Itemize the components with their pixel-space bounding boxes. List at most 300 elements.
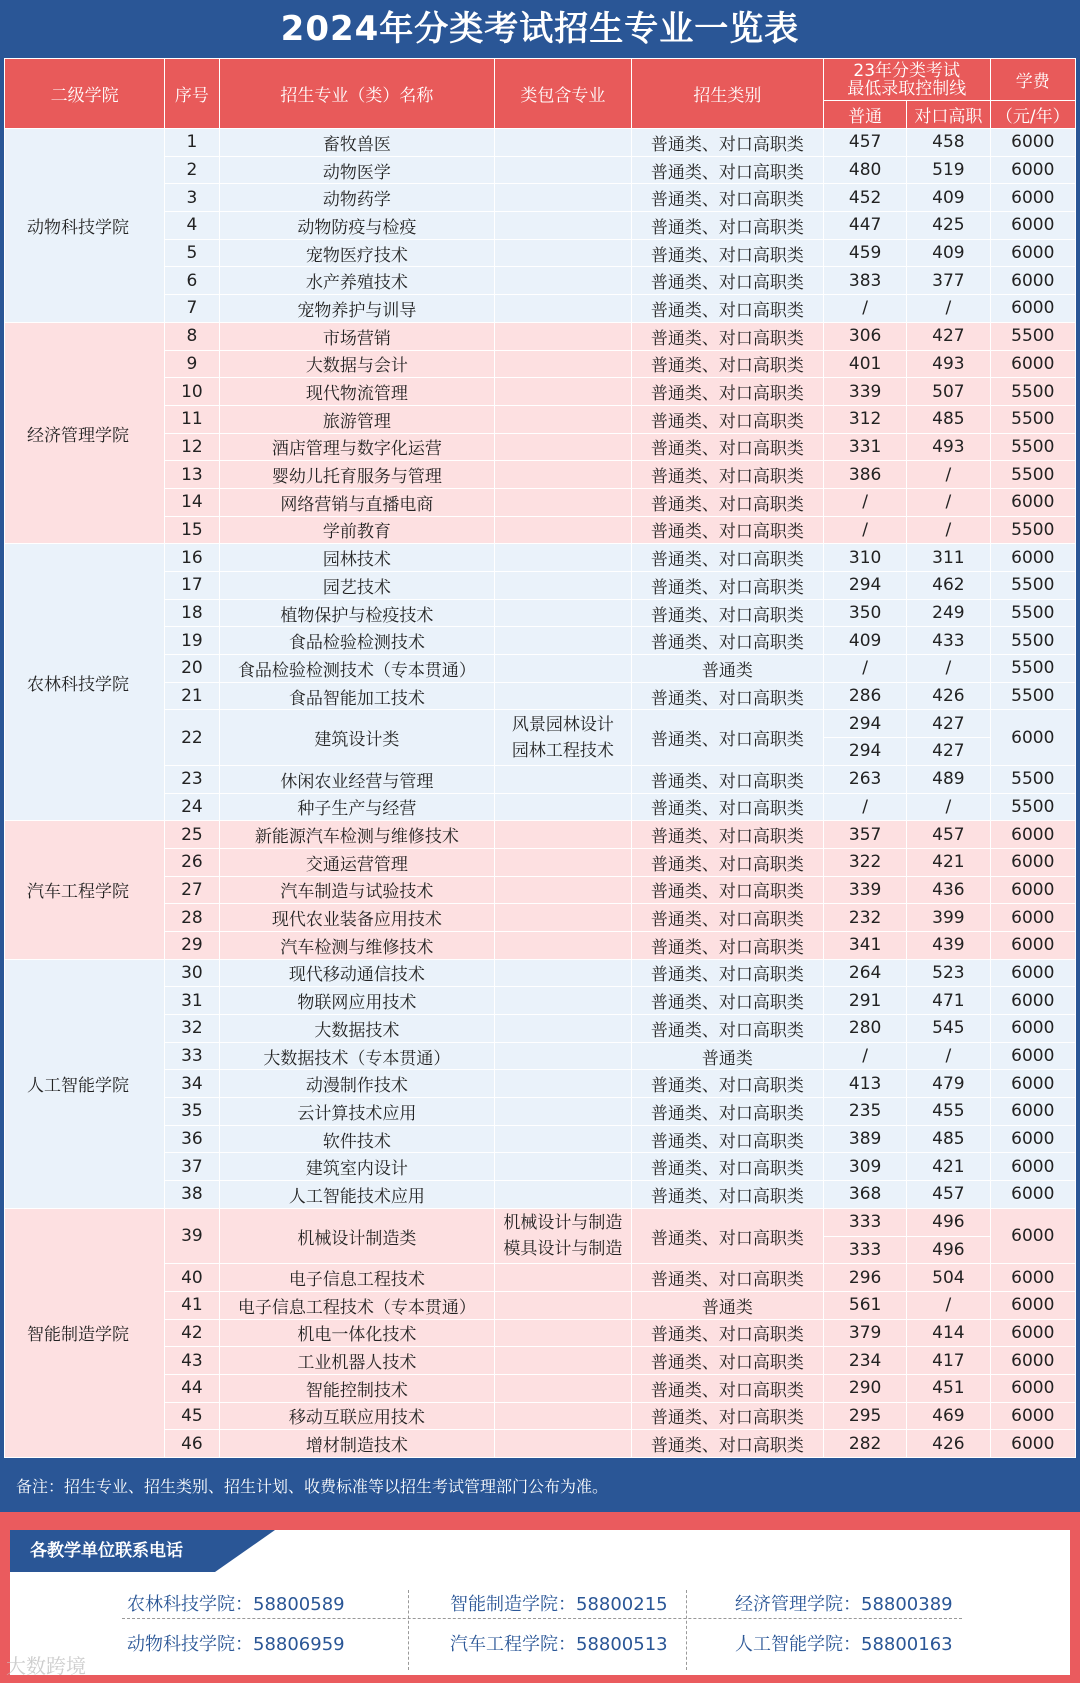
score-vocational-cell: 479 bbox=[907, 1070, 990, 1098]
fee-cell: 6000 bbox=[990, 1098, 1075, 1126]
fee-cell: 6000 bbox=[990, 1153, 1075, 1181]
fee-cell: 6000 bbox=[990, 959, 1075, 987]
score-general-cell: 232 bbox=[823, 904, 906, 932]
contact-item: 人工智能学院：58800163 bbox=[735, 1634, 953, 1655]
table-row bbox=[5, 765, 1076, 793]
score-general-cell: 294 bbox=[823, 710, 906, 738]
major-name-cell: 宠物养护与训导 bbox=[219, 295, 494, 323]
score-general-cell: 282 bbox=[823, 1430, 906, 1458]
score-general-cell: / bbox=[823, 793, 906, 821]
category-cell: 普通类、对口高职类 bbox=[631, 793, 823, 821]
category-cell: 普通类、对口高职类 bbox=[631, 931, 823, 959]
score-vocational-cell: 451 bbox=[907, 1374, 990, 1402]
major-name-cell: 休闲农业经营与管理 bbox=[219, 765, 494, 793]
category-cell: 普通类、对口高职类 bbox=[631, 239, 823, 267]
table-row bbox=[5, 682, 1076, 710]
index-cell: 11 bbox=[165, 405, 219, 433]
header-score-general: 普通 bbox=[823, 101, 906, 129]
table-row bbox=[5, 599, 1076, 627]
major-name-cell: 网络营销与直播电商 bbox=[219, 488, 494, 516]
category-cell: 普通类、对口高职类 bbox=[631, 765, 823, 793]
fee-cell: 5500 bbox=[990, 627, 1075, 655]
fee-cell: 6000 bbox=[990, 848, 1075, 876]
score-general-cell: 339 bbox=[823, 876, 906, 904]
table-header bbox=[5, 59, 1076, 129]
included-majors-cell bbox=[495, 848, 632, 876]
score-vocational-cell: 485 bbox=[907, 1125, 990, 1153]
fee-cell: 6000 bbox=[990, 1181, 1075, 1209]
score-vocational-cell: 462 bbox=[907, 572, 990, 600]
fee-cell: 5500 bbox=[990, 793, 1075, 821]
table-row bbox=[5, 959, 1076, 987]
major-name-cell: 食品检验检测技术 bbox=[219, 627, 494, 655]
fee-cell: 6000 bbox=[990, 1070, 1075, 1098]
included-majors-cell bbox=[495, 267, 632, 295]
major-name-cell: 云计算技术应用 bbox=[219, 1098, 494, 1126]
index-cell: 37 bbox=[165, 1153, 219, 1181]
major-name-cell: 移动互联应用技术 bbox=[219, 1402, 494, 1430]
score-vocational-cell: 311 bbox=[907, 544, 990, 572]
category-cell: 普通类、对口高职类 bbox=[631, 267, 823, 295]
included-majors-cell bbox=[495, 1430, 632, 1458]
category-cell: 普通类、对口高职类 bbox=[631, 156, 823, 184]
major-name-cell: 动漫制作技术 bbox=[219, 1070, 494, 1098]
fee-cell: 6000 bbox=[990, 350, 1075, 378]
index-cell: 25 bbox=[165, 821, 219, 849]
category-cell: 普通类 bbox=[631, 1291, 823, 1319]
score-vocational-cell: 523 bbox=[907, 959, 990, 987]
category-cell: 普通类、对口高职类 bbox=[631, 1125, 823, 1153]
score-vocational-cell: 471 bbox=[907, 987, 990, 1015]
category-cell: 普通类、对口高职类 bbox=[631, 572, 823, 600]
header-score-line2: 最低录取控制线 bbox=[847, 78, 967, 99]
contact-item: 汽车工程学院：58800513 bbox=[450, 1634, 668, 1655]
score-general-cell: 312 bbox=[823, 405, 906, 433]
index-cell: 45 bbox=[165, 1402, 219, 1430]
major-name-cell: 人工智能技术应用 bbox=[219, 1181, 494, 1209]
score-general-cell: 280 bbox=[823, 1015, 906, 1043]
fee-cell: 5500 bbox=[990, 461, 1075, 489]
included-majors-cell bbox=[495, 1098, 632, 1126]
category-cell: 普通类、对口高职类 bbox=[631, 821, 823, 849]
table-row bbox=[5, 184, 1076, 212]
header-fee-unit: （元/年） bbox=[990, 101, 1075, 129]
major-name-cell: 现代物流管理 bbox=[219, 378, 494, 406]
table-row bbox=[5, 1402, 1076, 1430]
score-vocational-cell: 493 bbox=[907, 433, 990, 461]
contact-divider-left bbox=[408, 1590, 409, 1670]
score-general-cell: 309 bbox=[823, 1153, 906, 1181]
category-cell: 普通类、对口高职类 bbox=[631, 599, 823, 627]
fee-cell: 6000 bbox=[990, 931, 1075, 959]
fee-cell: 6000 bbox=[990, 1291, 1075, 1319]
included-majors-cell bbox=[495, 1125, 632, 1153]
index-cell: 14 bbox=[165, 488, 219, 516]
major-name-cell: 机电一体化技术 bbox=[219, 1319, 494, 1347]
score-general-cell: / bbox=[823, 655, 906, 683]
major-name-cell: 宠物医疗技术 bbox=[219, 239, 494, 267]
index-cell: 7 bbox=[165, 295, 219, 323]
included-majors-cell bbox=[495, 904, 632, 932]
fee-cell: 6000 bbox=[990, 1374, 1075, 1402]
table-row bbox=[5, 516, 1076, 544]
included-majors-cell bbox=[495, 156, 632, 184]
category-cell: 普通类、对口高职类 bbox=[631, 184, 823, 212]
fee-cell: 6000 bbox=[990, 212, 1075, 240]
major-name-cell: 电子信息工程技术（专本贯通） bbox=[219, 1291, 494, 1319]
score-general-cell: 379 bbox=[823, 1319, 906, 1347]
index-cell: 32 bbox=[165, 1015, 219, 1043]
score-vocational-cell: 504 bbox=[907, 1264, 990, 1292]
included-majors-cell bbox=[495, 378, 632, 406]
category-cell: 普通类、对口高职类 bbox=[631, 433, 823, 461]
category-cell: 普通类、对口高职类 bbox=[631, 516, 823, 544]
fee-cell: 6000 bbox=[990, 1125, 1075, 1153]
table-row bbox=[5, 572, 1076, 600]
major-name-cell: 物联网应用技术 bbox=[219, 987, 494, 1015]
major-name-cell: 软件技术 bbox=[219, 1125, 494, 1153]
included-majors-cell bbox=[495, 1402, 632, 1430]
table-row bbox=[5, 433, 1076, 461]
score-vocational-cell: / bbox=[907, 516, 990, 544]
score-vocational-cell: / bbox=[907, 295, 990, 323]
included-majors-cell bbox=[495, 405, 632, 433]
category-cell: 普通类、对口高职类 bbox=[631, 1070, 823, 1098]
index-cell: 17 bbox=[165, 572, 219, 600]
score-vocational-cell: 519 bbox=[907, 156, 990, 184]
score-general-cell: 447 bbox=[823, 212, 906, 240]
fee-cell: 6000 bbox=[990, 1208, 1075, 1263]
table-row bbox=[5, 1319, 1076, 1347]
index-cell: 36 bbox=[165, 1125, 219, 1153]
score-general-cell: 368 bbox=[823, 1181, 906, 1209]
index-cell: 23 bbox=[165, 765, 219, 793]
included-major: 风景园林设计 bbox=[511, 714, 614, 735]
included-majors-cell bbox=[495, 655, 632, 683]
index-cell: 12 bbox=[165, 433, 219, 461]
category-cell: 普通类、对口高职类 bbox=[631, 1015, 823, 1043]
index-cell: 6 bbox=[165, 267, 219, 295]
score-general-cell: 290 bbox=[823, 1374, 906, 1402]
score-vocational-cell: 457 bbox=[907, 821, 990, 849]
table-row bbox=[5, 1430, 1076, 1458]
included-major: 园林工程技术 bbox=[511, 740, 614, 761]
category-cell: 普通类、对口高职类 bbox=[631, 1181, 823, 1209]
header-major: 招生专业（类）名称 bbox=[219, 59, 494, 129]
score-vocational-cell: 436 bbox=[907, 876, 990, 904]
table-row bbox=[5, 267, 1076, 295]
index-cell: 4 bbox=[165, 212, 219, 240]
included-major: 模具设计与制造 bbox=[503, 1239, 623, 1259]
included-majors-cell bbox=[495, 544, 632, 572]
included-majors-cell bbox=[495, 212, 632, 240]
score-general-cell: 480 bbox=[823, 156, 906, 184]
index-cell: 20 bbox=[165, 655, 219, 683]
header-index: 序号 bbox=[165, 59, 219, 129]
fee-cell: 6000 bbox=[990, 544, 1075, 572]
major-name-cell: 建筑设计类 bbox=[219, 710, 494, 765]
score-general-cell: 452 bbox=[823, 184, 906, 212]
score-vocational-cell: 425 bbox=[907, 212, 990, 240]
category-cell: 普通类、对口高职类 bbox=[631, 1153, 823, 1181]
fee-cell: 5500 bbox=[990, 765, 1075, 793]
score-vocational-cell: 417 bbox=[907, 1347, 990, 1375]
fee-cell: 6000 bbox=[990, 1264, 1075, 1292]
included-majors-cell bbox=[495, 239, 632, 267]
table-row bbox=[5, 322, 1076, 350]
category-cell: 普通类、对口高职类 bbox=[631, 1347, 823, 1375]
fee-cell: 6000 bbox=[990, 1015, 1075, 1043]
category-cell: 普通类、对口高职类 bbox=[631, 1430, 823, 1458]
table-row bbox=[5, 655, 1076, 683]
category-cell: 普通类、对口高职类 bbox=[631, 1264, 823, 1292]
category-cell: 普通类、对口高职类 bbox=[631, 1098, 823, 1126]
major-name-cell: 大数据技术 bbox=[219, 1015, 494, 1043]
included-major: 机械设计与制造 bbox=[503, 1213, 623, 1233]
score-general-cell: 291 bbox=[823, 987, 906, 1015]
college-cell: 动物科技学院 bbox=[5, 129, 165, 323]
category-cell: 普通类、对口高职类 bbox=[631, 1208, 823, 1263]
fee-cell: 5500 bbox=[990, 405, 1075, 433]
score-general-cell: 264 bbox=[823, 959, 906, 987]
table-row bbox=[5, 1125, 1076, 1153]
contact-box bbox=[10, 1530, 1070, 1675]
score-vocational-cell: 427 bbox=[907, 322, 990, 350]
major-name-cell: 大数据技术（专本贯通） bbox=[219, 1042, 494, 1070]
table-row bbox=[5, 1264, 1076, 1292]
table-row bbox=[5, 1015, 1076, 1043]
score-vocational-cell: 399 bbox=[907, 904, 990, 932]
included-majors-cell bbox=[495, 793, 632, 821]
score-vocational-cell: 426 bbox=[907, 1430, 990, 1458]
included-majors-cell bbox=[495, 1015, 632, 1043]
table-row bbox=[5, 461, 1076, 489]
table-body bbox=[5, 129, 1076, 1458]
included-majors-cell bbox=[495, 710, 632, 765]
included-majors-cell bbox=[495, 1374, 632, 1402]
table-row bbox=[5, 931, 1076, 959]
table-row bbox=[5, 156, 1076, 184]
score-general-cell: 235 bbox=[823, 1098, 906, 1126]
major-name-cell: 种子生产与经营 bbox=[219, 793, 494, 821]
index-cell: 42 bbox=[165, 1319, 219, 1347]
fee-cell: 5500 bbox=[990, 322, 1075, 350]
score-vocational-cell: 409 bbox=[907, 239, 990, 267]
score-vocational-cell: / bbox=[907, 488, 990, 516]
fee-cell: 6000 bbox=[990, 239, 1075, 267]
major-name-cell: 汽车检测与维修技术 bbox=[219, 931, 494, 959]
category-cell: 普通类、对口高职类 bbox=[631, 1319, 823, 1347]
score-general-cell: 409 bbox=[823, 627, 906, 655]
footnote: 备注：招生专业、招生类别、招生计划、收费标准等以招生考试管理部门公布为准。 bbox=[16, 1477, 609, 1496]
score-general-cell: 339 bbox=[823, 378, 906, 406]
score-general-cell: 306 bbox=[823, 322, 906, 350]
index-cell: 40 bbox=[165, 1264, 219, 1292]
college-cell: 汽车工程学院 bbox=[5, 821, 165, 959]
category-cell: 普通类 bbox=[631, 655, 823, 683]
score-general-cell: 234 bbox=[823, 1347, 906, 1375]
index-cell: 21 bbox=[165, 682, 219, 710]
fee-cell: 6000 bbox=[990, 1042, 1075, 1070]
major-name-cell: 婴幼儿托育服务与管理 bbox=[219, 461, 494, 489]
major-name-cell: 增材制造技术 bbox=[219, 1430, 494, 1458]
major-name-cell: 旅游管理 bbox=[219, 405, 494, 433]
major-name-cell: 电子信息工程技术 bbox=[219, 1264, 494, 1292]
index-cell: 13 bbox=[165, 461, 219, 489]
category-cell: 普通类、对口高职类 bbox=[631, 295, 823, 323]
major-name-cell: 动物医学 bbox=[219, 156, 494, 184]
major-name-cell: 机械设计制造类 bbox=[219, 1208, 494, 1263]
category-cell: 普通类、对口高职类 bbox=[631, 322, 823, 350]
score-general-cell: 457 bbox=[823, 129, 906, 157]
score-vocational-cell: 414 bbox=[907, 1319, 990, 1347]
index-cell: 15 bbox=[165, 516, 219, 544]
contact-heading-tail bbox=[215, 1530, 275, 1572]
header-score-group bbox=[823, 59, 990, 101]
score-vocational-cell: 507 bbox=[907, 378, 990, 406]
score-vocational-cell: 377 bbox=[907, 267, 990, 295]
contact-divider-right bbox=[686, 1590, 687, 1670]
index-cell: 31 bbox=[165, 987, 219, 1015]
included-majors-cell bbox=[495, 350, 632, 378]
score-vocational-cell: 249 bbox=[907, 599, 990, 627]
score-vocational-cell: / bbox=[907, 655, 990, 683]
score-vocational-cell: 421 bbox=[907, 848, 990, 876]
category-cell: 普通类、对口高职类 bbox=[631, 1374, 823, 1402]
score-general-cell: 294 bbox=[823, 738, 906, 766]
header-score-vocational: 对口高职 bbox=[907, 101, 990, 129]
score-vocational-cell: / bbox=[907, 1042, 990, 1070]
score-general-cell: 331 bbox=[823, 433, 906, 461]
score-general-cell: 386 bbox=[823, 461, 906, 489]
category-cell: 普通类、对口高职类 bbox=[631, 129, 823, 157]
included-majors-cell bbox=[495, 322, 632, 350]
major-name-cell: 酒店管理与数字化运营 bbox=[219, 433, 494, 461]
table-row bbox=[5, 239, 1076, 267]
category-cell: 普通类、对口高职类 bbox=[631, 1402, 823, 1430]
score-general-cell: 322 bbox=[823, 848, 906, 876]
score-general-cell: 401 bbox=[823, 350, 906, 378]
table-row bbox=[5, 876, 1076, 904]
category-cell: 普通类、对口高职类 bbox=[631, 405, 823, 433]
table-row bbox=[5, 378, 1076, 406]
included-majors-cell bbox=[495, 1042, 632, 1070]
major-name-cell: 食品检验检测技术（专本贯通） bbox=[219, 655, 494, 683]
included-majors-cell bbox=[495, 627, 632, 655]
fee-cell: 5500 bbox=[990, 433, 1075, 461]
category-cell: 普通类、对口高职类 bbox=[631, 710, 823, 765]
category-cell: 普通类、对口高职类 bbox=[631, 904, 823, 932]
included-majors-cell bbox=[495, 129, 632, 157]
table-row bbox=[5, 488, 1076, 516]
index-cell: 39 bbox=[165, 1208, 219, 1263]
contact-item: 农林科技学院：58800589 bbox=[127, 1594, 345, 1615]
score-general-cell: / bbox=[823, 295, 906, 323]
included-majors-cell bbox=[495, 1208, 632, 1263]
score-general-cell: 561 bbox=[823, 1291, 906, 1319]
index-cell: 28 bbox=[165, 904, 219, 932]
index-cell: 29 bbox=[165, 931, 219, 959]
table-row bbox=[5, 1098, 1076, 1126]
contact-item: 智能制造学院：58800215 bbox=[450, 1594, 668, 1615]
contact-item: 动物科技学院：58806959 bbox=[127, 1634, 345, 1655]
score-general-cell: 295 bbox=[823, 1402, 906, 1430]
included-majors-cell bbox=[495, 959, 632, 987]
category-cell: 普通类、对口高职类 bbox=[631, 627, 823, 655]
index-cell: 27 bbox=[165, 876, 219, 904]
index-cell: 35 bbox=[165, 1098, 219, 1126]
included-majors-cell bbox=[495, 1070, 632, 1098]
index-cell: 10 bbox=[165, 378, 219, 406]
table-row bbox=[5, 212, 1076, 240]
included-majors-cell bbox=[495, 433, 632, 461]
category-cell: 普通类、对口高职类 bbox=[631, 987, 823, 1015]
score-general-cell: 333 bbox=[823, 1236, 906, 1264]
contact-heading: 各教学单位联系电话 bbox=[10, 1530, 215, 1572]
admission-table-container bbox=[4, 58, 1076, 1458]
table-row bbox=[5, 1208, 1076, 1236]
category-cell: 普通类、对口高职类 bbox=[631, 544, 823, 572]
table-row bbox=[5, 544, 1076, 572]
header-category: 招生类别 bbox=[631, 59, 823, 129]
header-score-line1: 23年分类考试 bbox=[853, 60, 961, 81]
score-vocational-cell: / bbox=[907, 461, 990, 489]
contact-panel bbox=[0, 1512, 1080, 1683]
page-title: 2024年分类考试招生专业一览表 bbox=[280, 9, 800, 49]
contact-divider-horizontal bbox=[122, 1618, 962, 1619]
fee-cell: 6000 bbox=[990, 156, 1075, 184]
score-general-cell: 389 bbox=[823, 1125, 906, 1153]
included-majors-cell bbox=[495, 184, 632, 212]
major-name-cell: 新能源汽车检测与维修技术 bbox=[219, 821, 494, 849]
college-cell: 人工智能学院 bbox=[5, 959, 165, 1208]
score-general-cell: 263 bbox=[823, 765, 906, 793]
index-cell: 26 bbox=[165, 848, 219, 876]
included-majors-cell bbox=[495, 1347, 632, 1375]
major-name-cell: 动物防疫与检疫 bbox=[219, 212, 494, 240]
fee-cell: 5500 bbox=[990, 599, 1075, 627]
included-majors-cell bbox=[495, 931, 632, 959]
college-cell: 智能制造学院 bbox=[5, 1208, 165, 1457]
fee-cell: 6000 bbox=[990, 904, 1075, 932]
admission-table bbox=[4, 58, 1076, 1458]
score-general-cell: / bbox=[823, 516, 906, 544]
table-row bbox=[5, 1181, 1076, 1209]
fee-cell: 6000 bbox=[990, 987, 1075, 1015]
index-cell: 16 bbox=[165, 544, 219, 572]
fee-cell: 5500 bbox=[990, 655, 1075, 683]
score-vocational-cell: / bbox=[907, 1291, 990, 1319]
included-majors-cell bbox=[495, 987, 632, 1015]
major-name-cell: 水产养殖技术 bbox=[219, 267, 494, 295]
included-majors-cell bbox=[495, 1153, 632, 1181]
index-cell: 44 bbox=[165, 1374, 219, 1402]
category-cell: 普通类、对口高职类 bbox=[631, 212, 823, 240]
category-cell: 普通类、对口高职类 bbox=[631, 378, 823, 406]
score-vocational-cell: 427 bbox=[907, 738, 990, 766]
score-vocational-cell: 455 bbox=[907, 1098, 990, 1126]
score-general-cell: / bbox=[823, 1042, 906, 1070]
fee-cell: 6000 bbox=[990, 1319, 1075, 1347]
score-vocational-cell: 485 bbox=[907, 405, 990, 433]
major-name-cell: 现代农业装备应用技术 bbox=[219, 904, 494, 932]
index-cell: 41 bbox=[165, 1291, 219, 1319]
fee-cell: 5500 bbox=[990, 572, 1075, 600]
index-cell: 30 bbox=[165, 959, 219, 987]
index-cell: 38 bbox=[165, 1181, 219, 1209]
index-cell: 2 bbox=[165, 156, 219, 184]
score-vocational-cell: 545 bbox=[907, 1015, 990, 1043]
